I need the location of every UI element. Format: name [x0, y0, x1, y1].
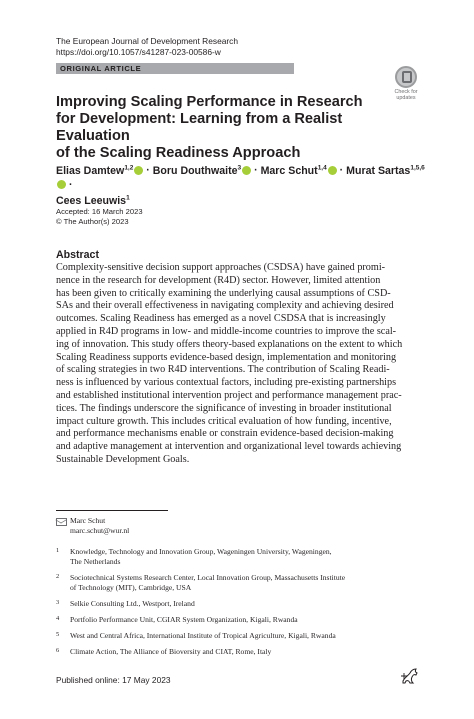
affiliation-line: Portfolio Performance Unit, CGIAR System Organization, Kigali, Rwanda: [70, 615, 298, 624]
abstract-line: Scaling Readiness supports evidence-based design, implementation and monitoring: [56, 351, 397, 363]
author-name: Marc Schut: [260, 164, 318, 177]
abstract-line: impact culture growth. This includes critical evaluation of how funding, incentive,: [56, 415, 392, 427]
affiliation-line: The Netherlands: [70, 557, 121, 566]
correspondence-email[interactable]: marc.schut@wur.nl: [70, 526, 130, 535]
abstract-line: tices. The findings underscore the significance of investing in broader institutional: [56, 402, 392, 414]
affiliation-number: 4: [56, 615, 60, 622]
abstract-body: [56, 262, 420, 467]
author[interactable]: [56, 195, 130, 207]
author-name: Murat Sartas: [346, 164, 411, 177]
abstract-line: ness is influenced by various contextual factors, including pre-existing partnerships: [56, 377, 397, 389]
author[interactable]: [56, 165, 143, 177]
affiliation-text: [70, 647, 271, 657]
affiliation-line: Climate Action, The Alliance of Bioversity and CIAT, Rome, Italy: [70, 647, 272, 656]
article-dates: [56, 207, 143, 227]
author[interactable]: [153, 165, 251, 177]
journal-name: The European Journal of Development Research: [56, 36, 239, 46]
author-affiliation-ref: 1: [126, 194, 130, 202]
abstract-line: outcomes. Scaling Readiness has emerged as a novel CSDSA that is increasingly: [56, 313, 386, 325]
author-separator: ·: [336, 164, 347, 177]
affiliation-number: 2: [56, 573, 60, 580]
author-separator: ·: [66, 178, 73, 191]
orcid-icon[interactable]: [57, 180, 66, 189]
affiliation-line: Knowledge, Technology and Innovation Group, Wageningen University, Wageningen,: [70, 547, 332, 556]
affiliation-text: [70, 547, 332, 567]
author-affiliation-ref: 3: [237, 164, 242, 171]
affiliation-text: [70, 573, 345, 593]
author-name: Cees Leeuwis: [56, 195, 127, 208]
author-affiliation-ref: 1,4: [317, 164, 327, 171]
abstract-line: applied in R4D programs in low- and middle-income countries to improve the scal-: [56, 325, 397, 337]
abstract-line: and adaptive management at intervention and organizational level towards achieving: [56, 441, 402, 453]
abstract-line: Complexity-sensitive decision support approaches (CSDSA) have gained promi-: [56, 262, 386, 273]
title-line: for Development: Learning from a Realist Evaluation: [56, 111, 343, 144]
orcid-icon[interactable]: [328, 166, 337, 175]
affiliation-number: 6: [56, 647, 60, 654]
author[interactable]: [261, 165, 337, 177]
article-title: [56, 94, 396, 162]
affiliation-line: Selkie Consulting Ltd., Westport, Ireland: [70, 599, 195, 608]
author-name: Boru Douthwaite: [152, 164, 238, 177]
affiliation-line: West and Central Africa, International Institute of Tropical Agriculture, Kigali, Rwanda: [70, 631, 336, 640]
affiliation-text: [70, 631, 336, 641]
affiliation-number: 5: [56, 631, 60, 638]
affiliation-number: 1: [56, 547, 60, 554]
author-list: [56, 161, 426, 208]
affiliation-line: Sociotechnical Systems Research Center, Local Innovation Group, Massachusetts Institute: [70, 573, 346, 582]
footnote-rule: [56, 510, 168, 511]
abstract-line: has been given to critically examining the underlying causal assumptions of CSD-: [56, 287, 391, 299]
affiliation-text: [70, 615, 298, 625]
correspondence-name: Marc Schut: [70, 516, 106, 525]
title-line: Improving Scaling Performance in Research: [56, 94, 363, 110]
abstract-line: of scaling strategies in two R4D interventions. The contribution of Scaling Readi-: [56, 364, 390, 376]
abstract-line: and performance mechanisms enable or constrain evidence-based decision-making: [56, 428, 394, 440]
author-affiliation-ref: 1,2: [124, 164, 134, 171]
orcid-icon[interactable]: [242, 166, 251, 175]
springer-horse-icon: [399, 665, 421, 687]
check-for-updates-icon: [395, 66, 417, 88]
abstract-line: nence in the research for development (R4D) sector. However, limited attention: [56, 274, 381, 286]
abstract-line: ing of innovation. This study offers theory-based explanations on the extent to which: [56, 338, 403, 350]
accepted-date: Accepted: 16 March 2023: [56, 207, 143, 216]
author-separator: ·: [143, 164, 153, 177]
envelope-icon: [56, 518, 67, 526]
abstract-line: SAs and their overall effectiveness in navigating complexity and achieving desired: [56, 300, 394, 312]
abstract-line: Sustainable Development Goals.: [56, 453, 190, 465]
affiliation-text: [70, 599, 195, 609]
title-line: of the Scaling Readiness Approach: [56, 145, 301, 161]
author-name: Elias Damtew: [56, 164, 125, 177]
affiliation-line: of Technology (MIT), Cambridge, USA: [70, 583, 192, 592]
check-updates-line2: updates: [396, 95, 416, 101]
abstract-heading: Abstract: [56, 249, 99, 261]
check-updates-line1: Check for: [394, 89, 418, 95]
published-online-date: Published online: 17 May 2023: [56, 675, 171, 685]
author-separator: ·: [251, 164, 261, 177]
orcid-icon[interactable]: [134, 166, 143, 175]
abstract-line: and established institutional intervention project and performance management prac-: [56, 389, 402, 401]
doi-link[interactable]: https://doi.org/10.1057/s41287-023-00586-w: [56, 47, 221, 57]
correspondence: [70, 516, 129, 536]
copyright-notice: © The Author(s) 2023: [56, 217, 129, 226]
article-type-label: ORIGINAL ARTICLE: [60, 64, 142, 73]
author-affiliation-ref: 1,5,6: [410, 164, 425, 171]
affiliation-number: 3: [56, 599, 60, 606]
journal-header: [56, 36, 238, 58]
